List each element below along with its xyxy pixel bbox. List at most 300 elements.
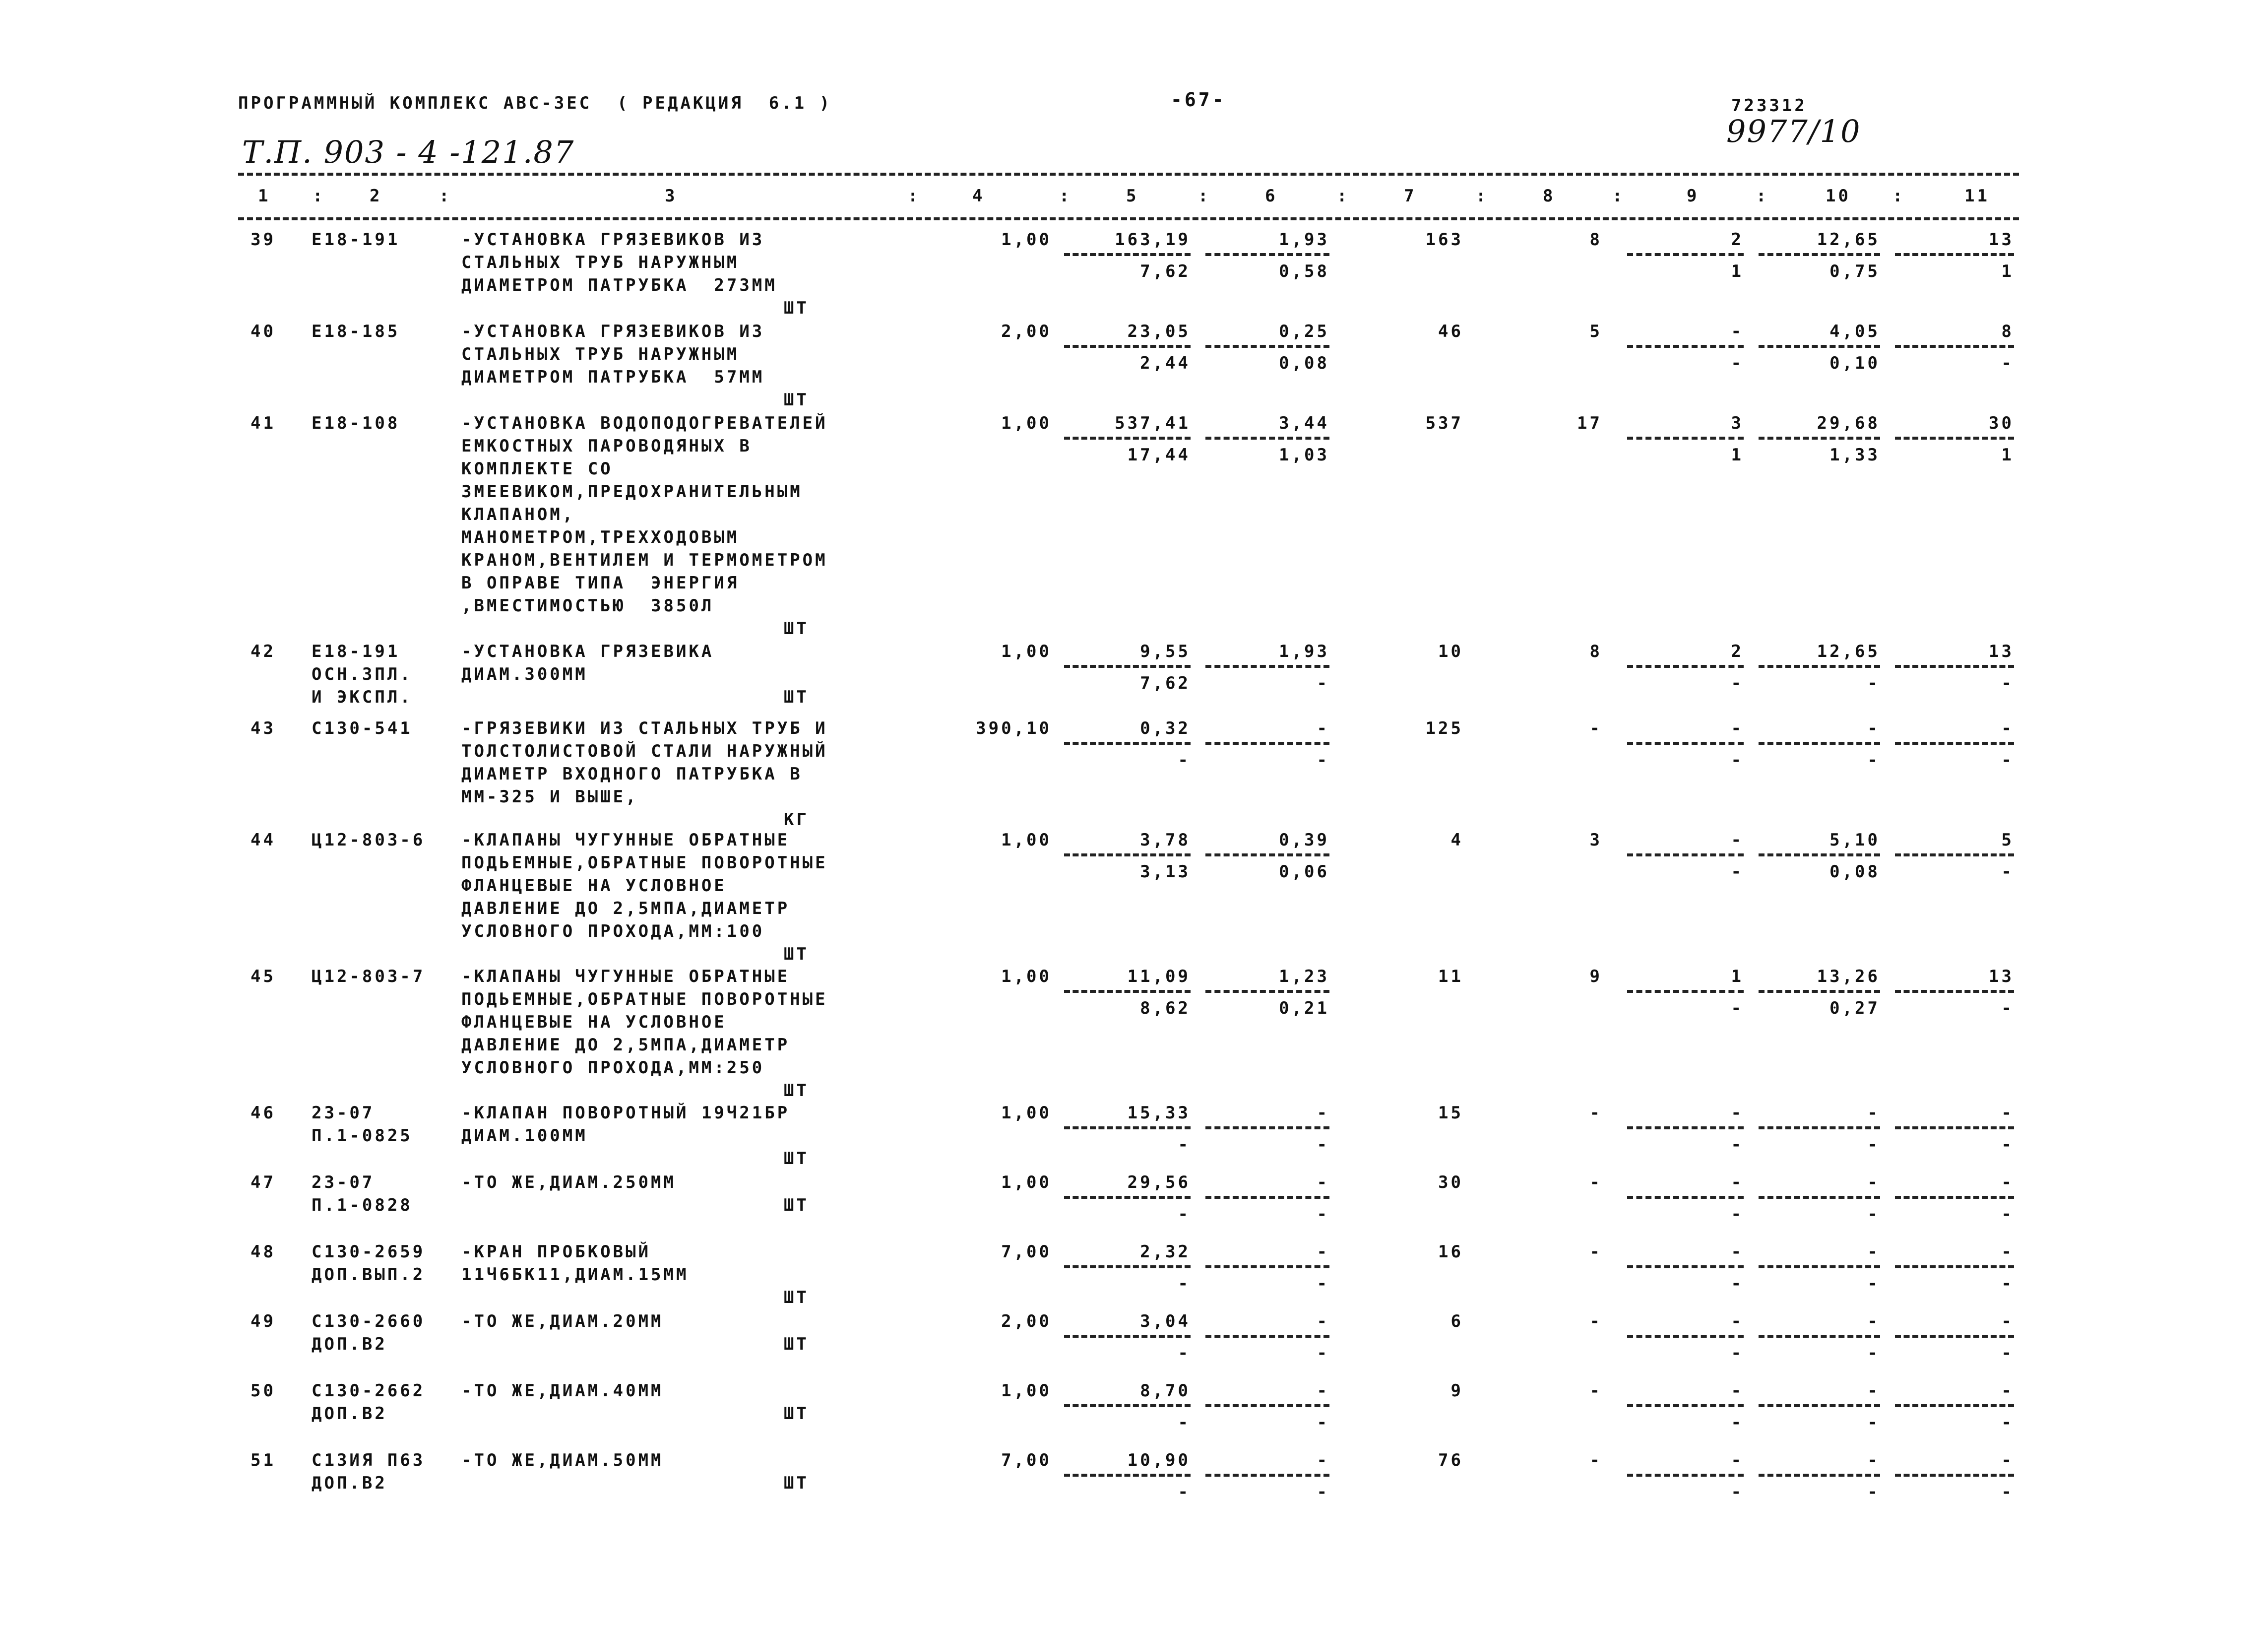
value-rule	[1895, 345, 2014, 348]
value-rule	[1895, 1126, 2014, 1129]
norm-code: ДОП.В2	[312, 1334, 387, 1354]
unit: ШТ	[784, 1195, 809, 1215]
value-c6: -	[1317, 718, 1329, 738]
column-separator: :	[1059, 186, 1072, 206]
document-code: 723312	[1731, 96, 1807, 116]
work-description: КРАНОМ,ВЕНТИЛЕМ И ТЕРМОМЕТРОМ	[461, 550, 828, 570]
value-c11b: -	[2001, 1135, 2014, 1155]
unit: ШТ	[784, 390, 809, 410]
value-c5: 8,70	[1140, 1381, 1191, 1401]
value-c10b: 0,75	[1829, 261, 1880, 281]
value-c5: 9,55	[1140, 642, 1191, 661]
norm-code: Е18-108	[312, 413, 400, 433]
value-c9b: 1	[1731, 261, 1744, 281]
value-rule	[1895, 990, 2014, 993]
value-c11: 5	[2001, 830, 2014, 850]
value-c5b: -	[1178, 1274, 1191, 1294]
value-c11b: -	[2001, 862, 2014, 882]
value-rule	[1205, 665, 1329, 668]
value-rule	[1627, 990, 1744, 993]
value-c11: -	[2001, 1311, 2014, 1331]
value-c4: 2,00	[1001, 1311, 1052, 1331]
header-rule-top	[238, 173, 2019, 176]
value-rule	[1627, 1196, 1744, 1199]
value-c8: -	[1589, 1311, 1602, 1331]
value-rule	[1627, 742, 1744, 745]
value-rule	[1759, 853, 1880, 856]
work-description: 11Ч6БК11,ДИАМ.15ММ	[461, 1265, 689, 1285]
value-c5: 11,09	[1127, 967, 1191, 986]
value-c10: -	[1867, 1242, 1880, 1262]
row-number: 42	[251, 642, 276, 661]
work-description: УСЛОВНОГО ПРОХОДА,ММ:250	[461, 1058, 765, 1078]
value-rule	[1205, 1335, 1329, 1338]
project-number: Т.П. 903 - 4 -121.87	[242, 134, 575, 170]
value-c5b: 3,13	[1140, 862, 1191, 882]
value-c11: -	[2001, 1103, 2014, 1123]
norm-code: ДОП.В2	[312, 1473, 387, 1493]
work-description: ММ-325 И ВЫШЕ,	[461, 787, 638, 807]
value-c10: 5,10	[1829, 830, 1880, 850]
work-description: -КЛАПАНЫ ЧУГУННЫЕ ОБРАТНЫЕ	[461, 967, 790, 986]
value-rule	[1205, 437, 1329, 440]
work-description: -КЛАПАН ПОВОРОТНЫЙ 19Ч21БР	[461, 1103, 790, 1123]
value-rule	[1895, 665, 2014, 668]
value-c4: 1,00	[1001, 967, 1052, 986]
norm-code: Ц12-803-6	[312, 830, 426, 850]
value-c10: -	[1867, 1450, 1880, 1470]
work-description: ДИАМ.100ММ	[461, 1126, 588, 1146]
column-number: 3	[665, 186, 678, 206]
value-c11b: -	[2001, 1204, 2014, 1224]
value-rule	[1895, 437, 2014, 440]
value-c6: -	[1317, 1450, 1329, 1470]
work-description: В ОПРАВЕ ТИПА ЭНЕРГИЯ	[461, 573, 740, 593]
value-c7: 15	[1438, 1103, 1463, 1123]
column-number: 7	[1404, 186, 1417, 206]
value-c4: 7,00	[1001, 1450, 1052, 1470]
value-c8: -	[1589, 1381, 1602, 1401]
value-c9: -	[1731, 830, 1744, 850]
value-rule	[1064, 437, 1191, 440]
value-rule	[1205, 1474, 1329, 1477]
value-c5b: 8,62	[1140, 998, 1191, 1018]
work-description: ДАВЛЕНИЕ ДО 2,5МПА,ДИАМЕТР	[461, 1035, 790, 1055]
value-c10b: 0,08	[1829, 862, 1880, 882]
work-description: ФЛАНЦЕВЫЕ НА УСЛОВНОЕ	[461, 876, 727, 896]
work-description: ДАВЛЕНИЕ ДО 2,5МПА,ДИАМЕТР	[461, 899, 790, 918]
value-rule	[1759, 1265, 1880, 1268]
unit: ШТ	[784, 687, 809, 707]
unit: ШТ	[784, 1081, 809, 1101]
value-c5b: 17,44	[1127, 445, 1191, 465]
value-c6: -	[1317, 1381, 1329, 1401]
column-number: 5	[1126, 186, 1139, 206]
value-c7: 10	[1438, 642, 1463, 661]
value-c6b: -	[1317, 1204, 1329, 1224]
norm-code: ОСН.ЗПЛ.	[312, 664, 413, 684]
value-c5b: -	[1178, 750, 1191, 770]
value-c5: 29,56	[1127, 1173, 1191, 1192]
value-c7: 4	[1450, 830, 1463, 850]
value-c4: 1,00	[1001, 1173, 1052, 1192]
value-c11b: -	[2001, 998, 2014, 1018]
value-c10b: 0,10	[1829, 353, 1880, 373]
value-c10: -	[1867, 1311, 1880, 1331]
value-c11: -	[2001, 1450, 2014, 1470]
value-rule	[1064, 1196, 1191, 1199]
header-rule-bottom	[238, 217, 2019, 220]
value-c9: -	[1731, 1450, 1744, 1470]
value-c4: 1,00	[1001, 1103, 1052, 1123]
norm-code: С130-2662	[312, 1381, 426, 1401]
norm-code: С130-541	[312, 718, 413, 738]
row-number: 50	[251, 1381, 276, 1401]
value-rule	[1895, 1335, 2014, 1338]
value-c5b: -	[1178, 1204, 1191, 1224]
value-c6b: 0,21	[1279, 998, 1329, 1018]
value-c6: 3,44	[1279, 413, 1329, 433]
value-c9b: -	[1731, 1135, 1744, 1155]
row-number: 39	[251, 230, 276, 250]
value-c10b: -	[1867, 673, 1880, 693]
norm-code: ДОП.ВЫП.2	[312, 1265, 426, 1285]
unit: ШТ	[784, 1404, 809, 1424]
value-c6: 0,25	[1279, 322, 1329, 341]
value-c5: 15,33	[1127, 1103, 1191, 1123]
value-rule	[1759, 1474, 1880, 1477]
work-description: -КРАН ПРОБКОВЫЙ	[461, 1242, 651, 1262]
value-c11b: -	[2001, 1274, 2014, 1294]
column-separator: :	[1198, 186, 1211, 206]
norm-code: П.1-0828	[312, 1195, 413, 1215]
unit: КГ	[784, 810, 809, 830]
norm-code: 23-07	[312, 1103, 375, 1123]
value-rule	[1205, 1404, 1329, 1407]
value-c6b: -	[1317, 1482, 1329, 1502]
value-rule	[1205, 253, 1329, 256]
value-c7: 46	[1438, 322, 1463, 341]
work-description: СТАЛЬНЫХ ТРУБ НАРУЖНЫМ	[461, 344, 740, 364]
value-c9: -	[1731, 1311, 1744, 1331]
value-rule	[1759, 990, 1880, 993]
value-c11b: -	[2001, 1413, 2014, 1433]
value-c6b: 0,58	[1279, 261, 1329, 281]
value-c8: -	[1589, 1173, 1602, 1192]
value-c10: -	[1867, 718, 1880, 738]
row-number: 49	[251, 1311, 276, 1331]
norm-code: Е18-185	[312, 322, 400, 341]
value-rule	[1895, 853, 2014, 856]
row-number: 51	[251, 1450, 276, 1470]
value-c10b: -	[1867, 1413, 1880, 1433]
value-c6: -	[1317, 1311, 1329, 1331]
value-c6b: 0,08	[1279, 353, 1329, 373]
work-description: -УСТАНОВКА ГРЯЗЕВИКОВ ИЗ	[461, 322, 765, 341]
value-c7: 125	[1425, 718, 1463, 738]
value-c7: 9	[1450, 1381, 1463, 1401]
value-c9: -	[1731, 1173, 1744, 1192]
value-c10b: -	[1867, 1274, 1880, 1294]
value-c10: -	[1867, 1103, 1880, 1123]
value-c11b: -	[2001, 353, 2014, 373]
work-description: -ГРЯЗЕВИКИ ИЗ СТАЛЬНЫХ ТРУБ И	[461, 718, 828, 738]
value-c4: 1,00	[1001, 830, 1052, 850]
value-c6b: -	[1317, 1135, 1329, 1155]
value-c6: -	[1317, 1242, 1329, 1262]
value-c5: 23,05	[1127, 322, 1191, 341]
value-rule	[1064, 345, 1191, 348]
value-c6b: 0,06	[1279, 862, 1329, 882]
norm-code: Е18-191	[312, 230, 400, 250]
row-number: 40	[251, 322, 276, 341]
value-c8: -	[1589, 1450, 1602, 1470]
value-rule	[1627, 345, 1744, 348]
value-c4: 2,00	[1001, 322, 1052, 341]
value-c5b: -	[1178, 1343, 1191, 1363]
value-rule	[1064, 853, 1191, 856]
work-description: -УСТАНОВКА ГРЯЗЕВИКОВ ИЗ	[461, 230, 765, 250]
value-c10b: -	[1867, 1482, 1880, 1502]
value-c8: 8	[1589, 642, 1602, 661]
work-description: ,ВМЕСТИМОСТЬЮ 3850Л	[461, 596, 714, 616]
value-c5: 163,19	[1115, 230, 1191, 250]
value-c9: 2	[1731, 642, 1744, 661]
value-c5b: -	[1178, 1482, 1191, 1502]
value-c10b: 1,33	[1829, 445, 1880, 465]
value-c10b: -	[1867, 1204, 1880, 1224]
value-c5: 0,32	[1140, 718, 1191, 738]
value-c5: 537,41	[1115, 413, 1191, 433]
value-c5: 2,32	[1140, 1242, 1191, 1262]
value-c8: 9	[1589, 967, 1602, 986]
value-c9b: -	[1731, 1482, 1744, 1502]
value-c5b: -	[1178, 1413, 1191, 1433]
work-description: МАНОМЕТРОМ,ТРЕХХОДОВЫМ	[461, 527, 740, 547]
value-c9b: 1	[1731, 445, 1744, 465]
value-rule	[1759, 1404, 1880, 1407]
value-rule	[1627, 437, 1744, 440]
value-rule	[1627, 253, 1744, 256]
value-c11: 13	[1989, 230, 2014, 250]
value-rule	[1895, 253, 2014, 256]
unit: ШТ	[784, 1149, 809, 1169]
value-rule	[1064, 1404, 1191, 1407]
work-description: ДИАМЕТРОМ ПАТРУБКА 57ММ	[461, 367, 765, 387]
value-rule	[1205, 990, 1329, 993]
value-rule	[1895, 1474, 2014, 1477]
value-c9b: -	[1731, 1204, 1744, 1224]
value-c9b: -	[1731, 1343, 1744, 1363]
value-c5b: 7,62	[1140, 261, 1191, 281]
column-separator: :	[1756, 186, 1769, 206]
value-c8: 3	[1589, 830, 1602, 850]
row-number: 48	[251, 1242, 276, 1262]
value-rule	[1064, 1265, 1191, 1268]
value-c8: -	[1589, 1242, 1602, 1262]
value-rule	[1205, 345, 1329, 348]
value-c6b: -	[1317, 673, 1329, 693]
value-c5b: 2,44	[1140, 353, 1191, 373]
unit: ШТ	[784, 1334, 809, 1354]
value-c11b: -	[2001, 1482, 2014, 1502]
value-rule	[1064, 742, 1191, 745]
value-rule	[1205, 853, 1329, 856]
value-c4: 7,00	[1001, 1242, 1052, 1262]
work-description: КОМПЛЕКТЕ СО	[461, 459, 613, 479]
value-rule	[1205, 742, 1329, 745]
column-separator: :	[313, 186, 325, 206]
norm-code: ДОП.В2	[312, 1404, 387, 1424]
value-c10: 12,65	[1817, 642, 1880, 661]
value-rule	[1895, 1404, 2014, 1407]
column-number: 2	[370, 186, 382, 206]
unit: ШТ	[784, 944, 809, 964]
value-c11b: -	[2001, 673, 2014, 693]
row-number: 47	[251, 1173, 276, 1192]
column-number: 6	[1265, 186, 1278, 206]
program-title: ПРОГРАММНЫЙ КОМПЛЕКС АВС-3ЕС ( РЕДАКЦИЯ 6.1 )	[238, 93, 832, 113]
value-c9: -	[1731, 322, 1744, 341]
value-c7: 30	[1438, 1173, 1463, 1192]
value-c4: 1,00	[1001, 1381, 1052, 1401]
work-description: -УСТАНОВКА ВОДОПОДОГРЕВАТЕЛЕЙ	[461, 413, 828, 433]
value-rule	[1895, 742, 2014, 745]
norm-code: П.1-0825	[312, 1126, 413, 1146]
value-rule	[1064, 1335, 1191, 1338]
row-number: 46	[251, 1103, 276, 1123]
work-description: ДИАМ.300ММ	[461, 664, 588, 684]
value-c7: 11	[1438, 967, 1463, 986]
work-description: КЛАПАНОМ,	[461, 505, 575, 524]
value-c8: -	[1589, 1103, 1602, 1123]
work-description: ФЛАНЦЕВЫЕ НА УСЛОВНОЕ	[461, 1012, 727, 1032]
value-c5b: 7,62	[1140, 673, 1191, 693]
work-description: ЕМКОСТНЫХ ПАРОВОДЯНЫХ В	[461, 436, 752, 456]
norm-code: 23-07	[312, 1173, 375, 1192]
value-c4: 1,00	[1001, 413, 1052, 433]
value-rule	[1759, 1335, 1880, 1338]
value-c6b: -	[1317, 1343, 1329, 1363]
column-number: 10	[1826, 186, 1851, 206]
column-separator: :	[1892, 186, 1905, 206]
value-c6: 0,39	[1279, 830, 1329, 850]
column-number: 4	[972, 186, 985, 206]
value-rule	[1064, 1474, 1191, 1477]
value-c5: 10,90	[1127, 1450, 1191, 1470]
unit: ШТ	[784, 619, 809, 639]
value-c5: 3,78	[1140, 830, 1191, 850]
value-c6b: -	[1317, 750, 1329, 770]
value-c11b: 1	[2001, 445, 2014, 465]
value-c6: 1,23	[1279, 967, 1329, 986]
value-c11: -	[2001, 1381, 2014, 1401]
value-c11: -	[2001, 1242, 2014, 1262]
inventory-number: 9977/10	[1726, 113, 1861, 149]
value-rule	[1205, 1265, 1329, 1268]
work-description: -ТО ЖЕ,ДИАМ.40ММ	[461, 1381, 664, 1401]
value-c10: -	[1867, 1173, 1880, 1192]
value-c6: -	[1317, 1173, 1329, 1192]
value-c11b: -	[2001, 750, 2014, 770]
row-number: 41	[251, 413, 276, 433]
value-c10b: -	[1867, 1135, 1880, 1155]
value-c10: -	[1867, 1381, 1880, 1401]
norm-code: Е18-191	[312, 642, 400, 661]
value-c7: 163	[1425, 230, 1463, 250]
value-c5b: -	[1178, 1135, 1191, 1155]
value-c5: 3,04	[1140, 1311, 1191, 1331]
value-rule	[1205, 1126, 1329, 1129]
work-description: -УСТАНОВКА ГРЯЗЕВИКА	[461, 642, 714, 661]
value-c6b: -	[1317, 1413, 1329, 1433]
value-c6: -	[1317, 1103, 1329, 1123]
value-c11: 30	[1989, 413, 2014, 433]
value-c9b: -	[1731, 750, 1744, 770]
work-description: УСЛОВНОГО ПРОХОДА,ММ:100	[461, 921, 765, 941]
value-rule	[1759, 345, 1880, 348]
work-description: -КЛАПАНЫ ЧУГУННЫЕ ОБРАТНЫЕ	[461, 830, 790, 850]
value-rule	[1895, 1196, 2014, 1199]
value-rule	[1627, 1126, 1744, 1129]
column-separator: :	[1337, 186, 1350, 206]
value-c7: 16	[1438, 1242, 1463, 1262]
work-description: ЗМЕЕВИКОМ,ПРЕДОХРАНИТЕЛЬНЫМ	[461, 482, 803, 502]
value-c9b: -	[1731, 1413, 1744, 1433]
value-rule	[1759, 665, 1880, 668]
value-c10b: -	[1867, 1343, 1880, 1363]
unit: ШТ	[784, 1288, 809, 1307]
value-c6b: -	[1317, 1274, 1329, 1294]
unit: ШТ	[784, 298, 809, 318]
value-c11: 8	[2001, 322, 2014, 341]
value-c9: 1	[1731, 967, 1744, 986]
work-description: -ТО ЖЕ,ДИАМ.250ММ	[461, 1173, 676, 1192]
value-rule	[1759, 253, 1880, 256]
value-rule	[1064, 665, 1191, 668]
row-number: 43	[251, 718, 276, 738]
value-c9: -	[1731, 1242, 1744, 1262]
value-rule	[1064, 253, 1191, 256]
value-rule	[1627, 665, 1744, 668]
value-c7: 76	[1438, 1450, 1463, 1470]
norm-code: С13ИЯ П63	[312, 1450, 426, 1470]
column-separator: :	[439, 186, 452, 206]
value-c9b: -	[1731, 353, 1744, 373]
value-c4: 1,00	[1001, 230, 1052, 250]
value-rule	[1627, 1404, 1744, 1407]
value-rule	[1064, 990, 1191, 993]
work-description: СТАЛЬНЫХ ТРУБ НАРУЖНЫМ	[461, 253, 740, 272]
norm-code: И ЭКСПЛ.	[312, 687, 413, 707]
value-c10: 29,68	[1817, 413, 1880, 433]
value-c7: 6	[1450, 1311, 1463, 1331]
value-c11: 13	[1989, 642, 2014, 661]
value-rule	[1064, 1126, 1191, 1129]
value-c10b: -	[1867, 750, 1880, 770]
value-rule	[1627, 1474, 1744, 1477]
value-c8: 8	[1589, 230, 1602, 250]
page-number: -67-	[1171, 89, 1226, 111]
value-c9b: -	[1731, 673, 1744, 693]
value-c9: 3	[1731, 413, 1744, 433]
value-c6: 1,93	[1279, 642, 1329, 661]
row-number: 44	[251, 830, 276, 850]
value-c8: 17	[1577, 413, 1602, 433]
value-rule	[1205, 1196, 1329, 1199]
value-c7: 537	[1425, 413, 1463, 433]
value-rule	[1759, 742, 1880, 745]
